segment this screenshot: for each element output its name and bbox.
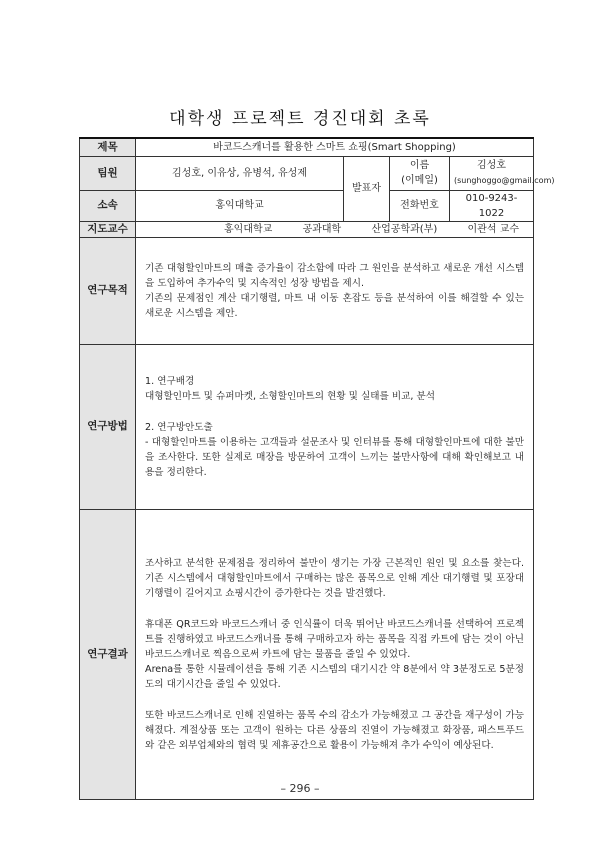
method-body bbox=[136, 344, 534, 509]
email-label: (이메일) bbox=[401, 175, 438, 186]
advisor-value bbox=[136, 221, 534, 237]
purpose-label: 연구목적 bbox=[80, 237, 136, 344]
advisor-department: 산업공학과(부) bbox=[371, 223, 438, 235]
advisor-college: 공과대학 bbox=[302, 223, 342, 235]
title-value: 바코드스캐너를 활용한 스마트 쇼핑(Smart Shopping) bbox=[136, 138, 534, 156]
method-heading: 1. 연구배경 bbox=[145, 375, 195, 387]
advisor-name: 이관석 교수 bbox=[467, 223, 519, 235]
name-email-label bbox=[390, 156, 450, 190]
document-title: 대학생 프로젝트 경진대회 초록 bbox=[169, 109, 431, 129]
presenter-name: 김성호 bbox=[477, 160, 506, 171]
affiliation-label: 소속 bbox=[80, 190, 136, 221]
presenter-email: (sunghoggo@gmail.com) bbox=[454, 176, 555, 185]
team-value: 김성호, 이유상, 유병석, 유성제 bbox=[136, 156, 344, 190]
title-label: 제목 bbox=[80, 138, 136, 156]
purpose-paragraph: 기존의 문제점인 계산 대기행렬, 마트 내 이동 혼잡도 등을 분석하여 이를 해결할 수 있는 새로운 시스템을 제안. bbox=[145, 292, 525, 319]
result-label: 연구결과 bbox=[80, 509, 136, 799]
result-paragraph: 또한 바코드스캐너로 인해 진열하는 품목 수의 감소가 가능해졌고 그 공간을 재구성이 가능해졌다. 계절상품 또는 고객이 원하는 다른 상품의 진열이 가능해졌고 화장품, 패스트푸드와 같은 외부업체와의 협력 및 제휴공간으로 활용이 가능해져 추가 수익이 예상된다. bbox=[145, 709, 525, 751]
advisor-label: 지도교수 bbox=[80, 221, 136, 237]
page-number: – 296 – bbox=[280, 782, 320, 795]
method-heading: 2. 연구방안도출 bbox=[145, 421, 213, 433]
purpose-paragraph: 기존 대형할인마트의 매출 증가율이 감소함에 따라 그 원인을 분석하고 새로운 개선 시스템을 도입하여 추가수익 및 지속적인 성장 방법을 제시. bbox=[145, 262, 525, 289]
presenter-label: 발표자 bbox=[344, 156, 390, 221]
method-label: 연구방법 bbox=[80, 344, 136, 509]
affiliation-value: 홍익대학교 bbox=[136, 190, 344, 221]
presenter-phone: 010-9243-1022 bbox=[450, 190, 534, 221]
abstract-form-table bbox=[79, 137, 555, 800]
purpose-body bbox=[136, 237, 534, 344]
method-paragraph: - 대형할인마트를 이용하는 고객들과 설문조사 및 인터뷰를 통해 대형할인마트에 대한 불만을 조사한다. 또한 실제로 매장을 방문하여 고객이 느끼는 불만사항에 대해 확인해보고 내용을 정리한다. bbox=[145, 436, 525, 478]
result-body bbox=[136, 509, 534, 799]
team-label: 팀원 bbox=[80, 156, 136, 190]
result-paragraph: 조사하고 분석한 문제점을 정리하여 불만이 생기는 가장 근본적인 원인 및 요소를 찾는다. 기존 시스템에서 대형할인마트에서 구매하는 많은 품목으로 인해 계산 대기행렬 및 포장대기행렬이 길어지고 쇼핑시간이 증가한다는 것을 발견했다. bbox=[145, 557, 525, 599]
phone-label: 전화번호 bbox=[390, 190, 450, 221]
presenter-contact bbox=[450, 156, 555, 190]
result-paragraph: 휴대폰 QR코드와 바코드스캐너 중 인식률이 더욱 뛰어난 바코드스캐너를 선택하여 프로젝트를 진행하였고 바코드스캐너를 통해 구매하고자 하는 품목을 직접 카트에 담는 것이 아닌 바코드스캐너로 찍음으로써 카트에 담는 물품을 줄일 수 있었다. bbox=[145, 618, 525, 660]
name-label: 이름 bbox=[409, 160, 430, 171]
advisor-university: 홍익대학교 bbox=[224, 223, 273, 235]
result-paragraph: Arena를 통한 시뮬레이션을 통해 기존 시스템의 대기시간 약 8분에서 약 3분정도로 5분정도의 대기시간을 줄일 수 있었다. bbox=[145, 663, 525, 690]
method-paragraph: 대형할인마트 및 슈퍼마켓, 소형할인마트의 현황 및 실태를 비교, 분석 bbox=[145, 390, 435, 402]
